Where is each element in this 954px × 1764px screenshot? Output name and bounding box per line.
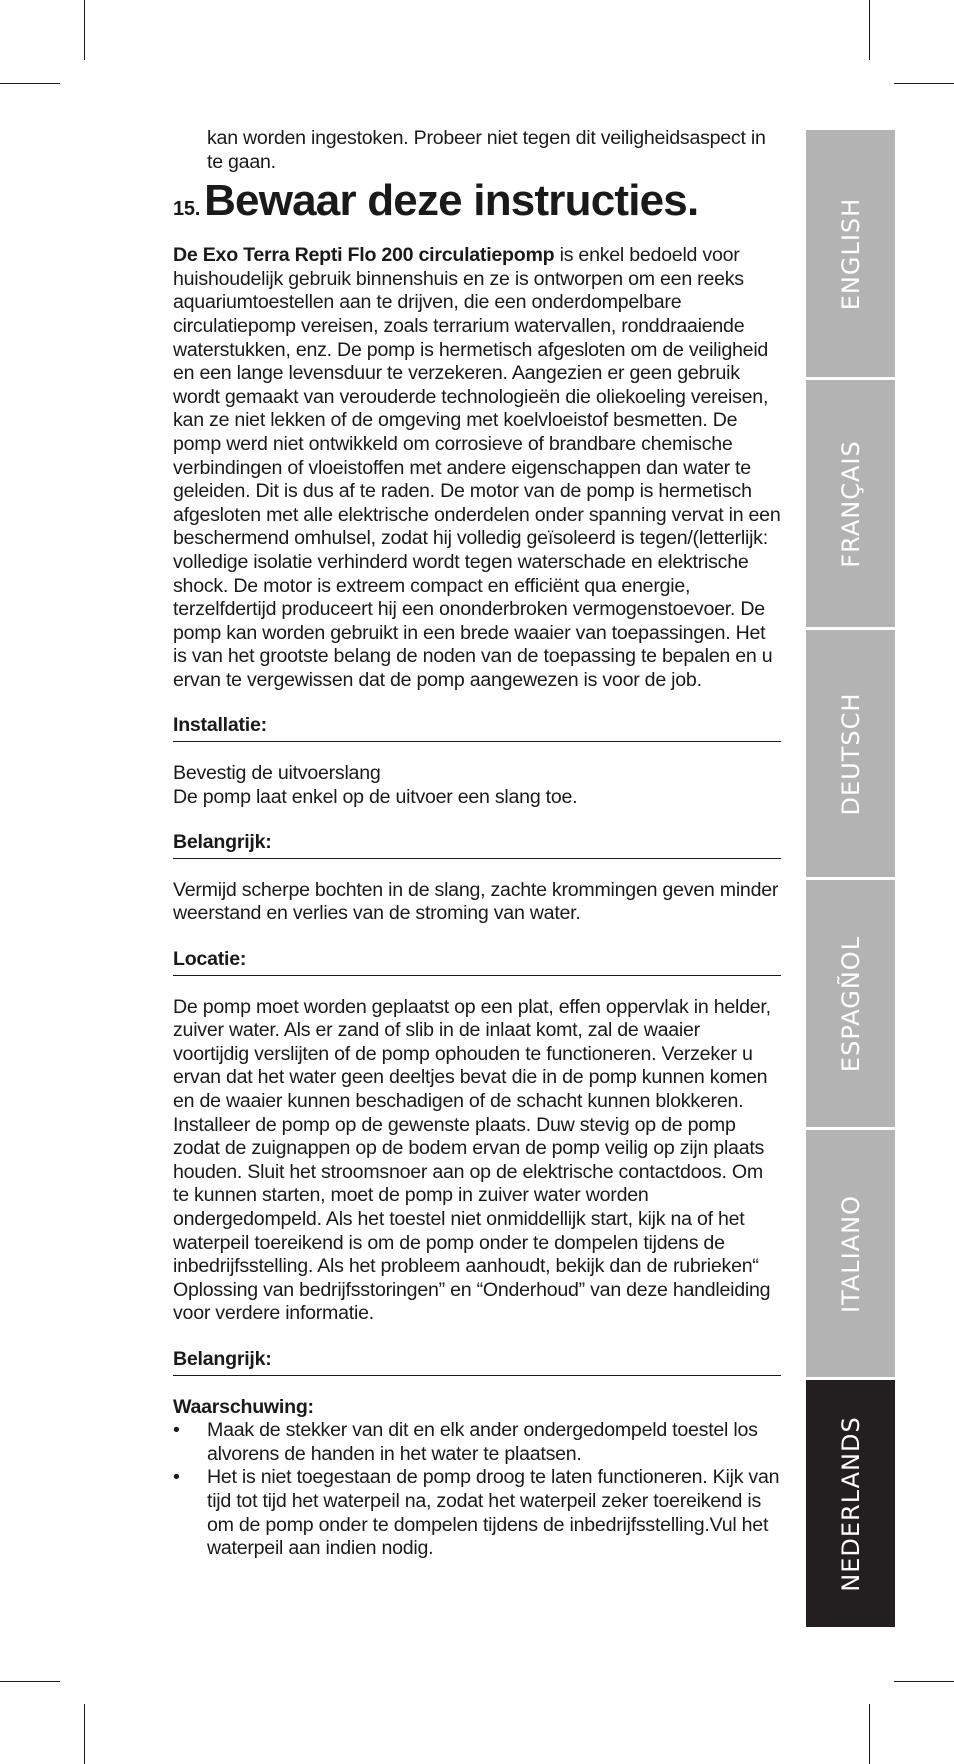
- installatie-line-2: De pomp laat enkel op de uitvoer een slang toe.: [173, 785, 578, 808]
- tab-label: NEDERLANDS: [836, 1415, 865, 1592]
- installatie-line-1: Bevestig de uitvoerslang: [173, 762, 381, 785]
- belangrijk-text-1: Vermijd scherpe bochten in de slang, zachte krommingen geven minder weerstand en verlies van de stroming van water.: [173, 878, 779, 925]
- intro-continuation: kan worden ingestoken. Probeer niet tegen dit veiligheidsaspect in te gaan.: [207, 127, 766, 173]
- crop-mark-top-right-vertical: [869, 0, 870, 60]
- tab-english[interactable]: [806, 130, 895, 377]
- warning-title: Waarschuwing:: [173, 1395, 314, 1418]
- crop-mark-bottom-right-horizontal: [894, 1681, 954, 1682]
- crop-mark-bottom-right-vertical: [869, 1704, 870, 1764]
- crop-mark-top-left-vertical: [84, 0, 85, 60]
- lead-paragraph: [173, 244, 781, 692]
- tab-label: FRANÇAIS: [836, 439, 865, 568]
- crop-mark-bottom-left-vertical: [84, 1704, 85, 1764]
- list-item: [173, 1466, 781, 1560]
- list-item: [173, 1419, 781, 1466]
- crop-mark-top-right-horizontal: [894, 83, 954, 84]
- section-heading: [173, 178, 781, 224]
- lead-text: is enkel bedoeld voor huishoudelijk gebruik binnenshuis en ze is ontworpen om een reeks aquariumtoestellen aan te drijven, die een onderdompelbare circulatiepomp vereisen, zoals terrarium watervallen, ronddraaiende waterstukken, enz. De pomp is hermetisch afgesloten om de veiligheid en een lange levensduur te verzekeren. Aangezien er geen gebruik wordt gemaakt van verouderde technologieën die oliekoeling vereisen, kan ze niet lekken of de omgeving met koelvloeistof besmetten. De pomp werd niet ontwikkeld om corrosieve of brandbare chemische verbindingen of vloeistoffen met andere eigenschappen dan water te geleiden. Dit is dus af te raden. De motor van de pomp is hermetisch afgesloten met alle elektrische onderdelen onder spanning vervat in een beschermend omhulsel, zodat hij volledig geïsoleerd is tegen/(letterlijk: volledige isolatie verhinderd wordt tegen waterschade en elektrische shock. De motor is extreem compact en efficiënt qua energie, terzelfdertijd produceert hij een ononderbroken vermogenstoevoer. De pomp kan worden gebruikt in een brede waaier van toepassingen. Het is van het grootste belang de noden van de toepassing te bepalen en u ervan te vergewissen dat de pomp aangewezen is voor de job.: [173, 244, 781, 691]
- bullet-icon: •: [173, 1419, 180, 1442]
- language-tabs: [806, 130, 895, 1630]
- warning-list: [173, 1419, 781, 1561]
- crop-mark-top-left-horizontal: [0, 83, 60, 84]
- tab-francais[interactable]: [806, 380, 895, 627]
- locatie-paragraph-1: De pomp moet worden geplaatst op een plat, effen oppervlak in helder, zuiver water. Als er zand of slib in de inlaat komt, zal de waaier voortijdig verslijten of de pomp ophouden te functioneren. Verzeker u ervan dat het water geen deeltjes bevat die in de pomp kunnen komen en de waaier kunnen beschadigen of de schacht kunnen blokkeren.: [173, 995, 771, 1112]
- tab-label: ITALIANO: [836, 1194, 865, 1313]
- tab-nederlands[interactable]: [806, 1380, 895, 1627]
- list-item-text: Het is niet toegestaan de pomp droog te laten functioneren. Kijk van tijd tot tijd het waterpeil na, zodat het waterpeil zeker toereikend is om de pomp onder te dompelen tijdens de inbedrijfsstelling.Vul het waterpeil aan indien nodig.: [207, 1466, 780, 1560]
- tab-deutsch[interactable]: [806, 630, 895, 877]
- belangrijk-heading-2: Belangrijk:: [173, 1348, 781, 1376]
- crop-mark-bottom-left-horizontal: [0, 1681, 60, 1682]
- tab-espagnol[interactable]: [806, 880, 895, 1127]
- product-name: De Exo Terra Repti Flo 200 circulatiepomp: [173, 244, 555, 267]
- heading-title: Bewaar deze instructies.: [204, 176, 699, 226]
- locatie-heading: Locatie:: [173, 948, 781, 976]
- belangrijk-heading-1: Belangrijk:: [173, 831, 781, 859]
- manual-content: [173, 127, 781, 1561]
- tab-label: ESPAGÑOL: [836, 935, 865, 1072]
- installatie-heading: Installatie:: [173, 714, 781, 742]
- list-item-text: Maak de stekker van dit en elk ander ondergedompeld toestel los alvorens de handen in het water te plaatsen.: [207, 1419, 758, 1465]
- tab-italiano[interactable]: [806, 1130, 895, 1377]
- tab-label: ENGLISH: [836, 197, 865, 310]
- heading-number: 15.: [173, 198, 201, 221]
- tab-label: DEUTSCH: [836, 692, 865, 815]
- bullet-icon: •: [173, 1466, 180, 1489]
- locatie-paragraph-2: Installeer de pomp op de gewenste plaats. Duw stevig op de pomp zodat de zuignappen op de bodem ervan de pomp veilig op zijn plaats houden. Sluit het stroomsnoer aan op de elektrische contactdoos. Om te kunnen starten, moet de pomp in zuiver water worden ondergedompeld. Als het toestel niet onmiddellijk start, kijk na of het waterpeil toereikend is om de pomp onder te dompelen tijdens de inbedrijfsstelling. Als het probleem aanhoudt, bekijk dan de rubrieken“ Oplossing van bedrijfsstoringen” en “Onderhoud” van deze handleiding voor verdere informatie.: [173, 1113, 771, 1325]
